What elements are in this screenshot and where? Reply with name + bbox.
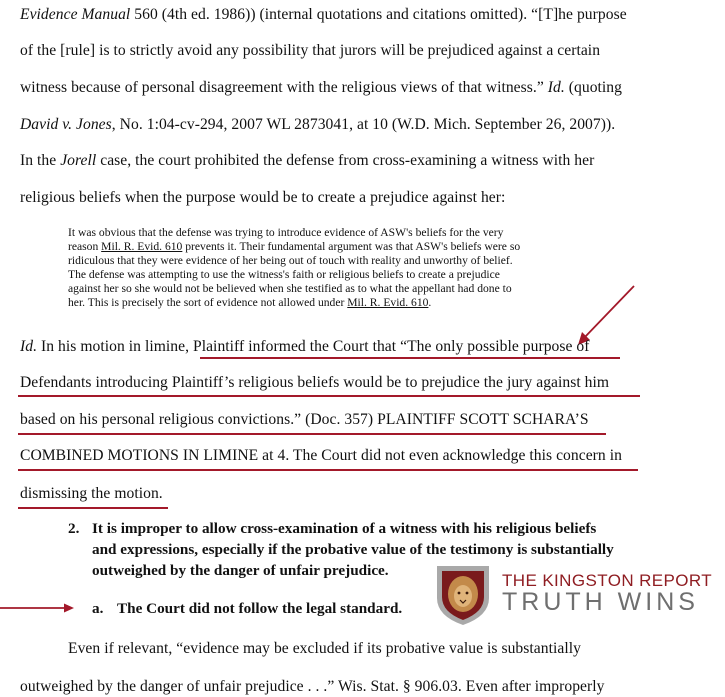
section-heading: and expressions, especially if the probative value of the testimony is substantially	[92, 541, 614, 558]
paragraph-line: religious beliefs when the purpose would be to create a prejudice against her:	[20, 189, 506, 206]
case-name: David v. Jones	[20, 116, 112, 133]
paragraph-line: based on his personal religious convictions.” (Doc. 357) PLAINTIFF SCOTT SCHARA’S	[20, 411, 589, 428]
block-quote-line: It was obvious that the defense was trying to introduce evidence of ASW's beliefs for the very	[68, 226, 504, 239]
paragraph-line: COMBINED MOTIONS IN LIMINE at 4. The Court did not even acknowledge this concern in	[20, 447, 622, 464]
paragraph-line: Even if relevant, “evidence may be excluded if its probative value is substantially	[68, 640, 581, 657]
highlight-underline	[200, 357, 620, 359]
paragraph-line: Evidence Manual 560 (4th ed. 1986)) (internal quotations and citations omitted). “[T]he purpose	[20, 6, 627, 23]
lion-shield-icon	[433, 562, 493, 628]
rule-citation-link: Mil. R. Evid. 610	[101, 240, 183, 253]
paragraph-line: outweighed by the danger of unfair prejudice . . .” Wis. Stat. § 906.03. Even after improperly	[20, 678, 605, 695]
watermark-tagline: TRUTH WINS	[502, 588, 699, 616]
subsection-letter: a.	[92, 600, 104, 617]
citation-title: Evidence Manual	[20, 6, 131, 23]
paragraph-line: Defendants introducing Plaintiff’s religious beliefs would be to prejudice the jury against him	[20, 374, 610, 391]
rule-citation-link: Mil. R. Evid. 610	[347, 296, 429, 309]
case-name: Jorell	[60, 152, 97, 169]
block-quote-line: against her so she would not be believed when she testified as to what the appellant had done to	[68, 282, 512, 295]
highlight-underline	[18, 433, 606, 435]
paragraph-line: David v. Jones, No. 1:04-cv-294, 2007 WL 2873041, at 10 (W.D. Mich. September 26, 2007)).	[20, 116, 616, 133]
paragraph-line: of the [rule] is to strictly avoid any possibility that jurors will be prejudiced against a certain	[20, 42, 601, 59]
section-number: 2.	[68, 520, 80, 537]
paragraph-line: witness because of personal disagreement with the religious views of that witness.” Id. (quoting	[20, 79, 623, 96]
block-quote-line: her. This is precisely the sort of evidence not allowed under Mil. R. Evid. 610.	[68, 296, 432, 309]
paragraph-line: Id. In his motion in limine, Plaintiff informed the Court that “The only possible purpose of	[20, 338, 590, 355]
watermark-title: THE KINGSTON REPORT	[502, 571, 713, 590]
section-heading: outweighed by the danger of unfair prejudice.	[92, 562, 389, 579]
highlight-underline	[18, 395, 640, 397]
highlight-underline	[18, 507, 168, 509]
block-quote-line: ridiculous that they were evidence of her being out of touch with reality and unworthy of belief.	[68, 254, 513, 267]
paragraph-line: dismissing the motion.	[20, 485, 163, 502]
highlight-underline	[18, 469, 638, 471]
annotation-arrow-icon	[0, 600, 80, 616]
subsection-heading: The Court did not follow the legal standard.	[117, 600, 403, 617]
block-quote-line: reason Mil. R. Evid. 610 prevents it. Their fundamental argument was that ASW's beliefs were so	[68, 240, 521, 253]
paragraph-line: In the Jorell case, the court prohibited the defense from cross-examining a witness with her	[20, 152, 595, 169]
block-quote-line: The defense was attempting to use the witness's faith or religious beliefs to create a prejudice	[68, 268, 500, 281]
section-heading: It is improper to allow cross-examination of a witness with his religious beliefs	[92, 520, 597, 537]
